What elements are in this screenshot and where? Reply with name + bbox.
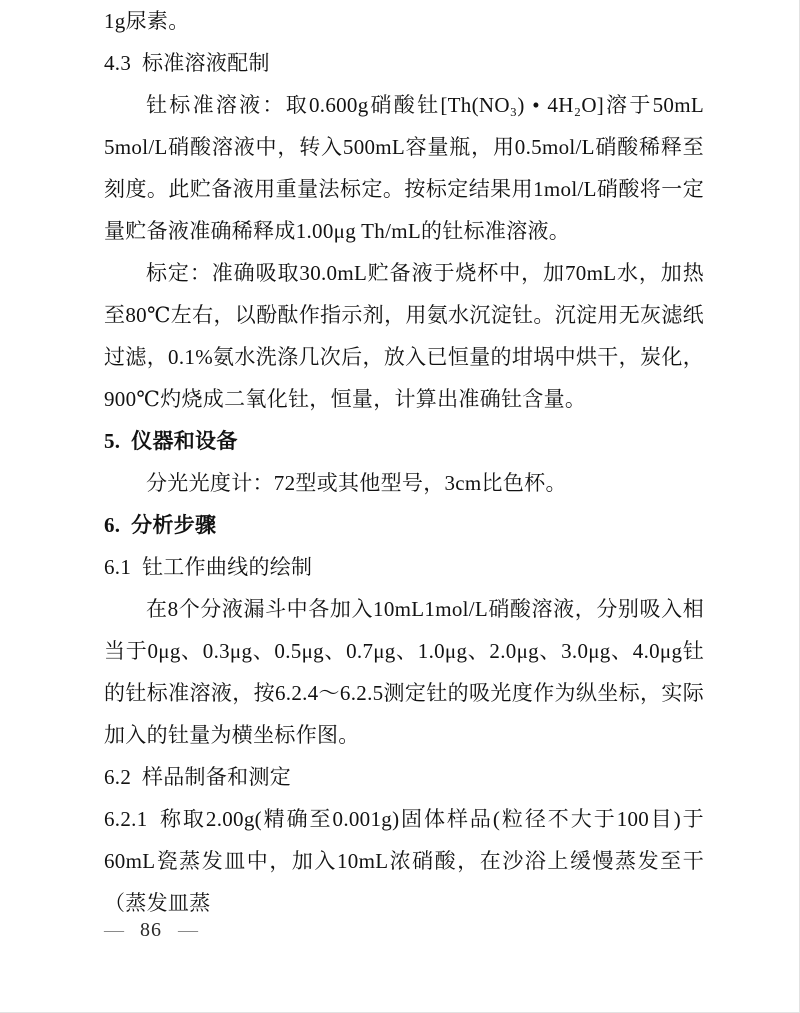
paragraph-continuation-urea: 1g尿素。 (104, 9, 190, 33)
heading-6-2-sample-preparation: 6.2 样品制备和测定 (104, 765, 292, 789)
document-body (104, 0, 704, 924)
page-footer (104, 916, 198, 944)
paragraph-thorium-standard: 钍标准溶液：取0.600g硝酸钍[Th(NO₃) • 4H₂O]溶于50mL 5mol/L硝酸溶液中，转入500mL容量瓶，用0.5mol/L硝酸稀释至刻度。此贮备液用重量法标定。按标定结果用1mol/L硝酸将一定量贮备液准确稀释成1.00μg Th/mL的钍标准溶液。 (104, 93, 704, 243)
footer-dash-left: — (104, 919, 124, 941)
paragraph-calibration: 标定：准确吸取30.0mL贮备液于烧杯中，加70mL水，加热至80℃左右，以酚酞作指示剂，用氨水沉淀钍。沉淀用无灰滤纸过滤，0.1%氨水洗涤几次后，放入已恒量的坩埚中烘干，炭化，900℃灼烧成二氧化钍，恒量，计算出准确钍含量。 (104, 261, 704, 411)
heading-6-analysis-steps: 6. 分析步骤 (104, 513, 217, 537)
paragraph-6-2-1-sample-weighing: 6.2.1 称取2.00g(精确至0.001g)固体样品(粒径不大于100目)于60mL瓷蒸发皿中，加入10mL浓硝酸，在沙浴上缓慢蒸发至干（蒸发皿蒸 (104, 807, 704, 915)
paragraph-working-curve: 在8个分液漏斗中各加入10mL1mol/L硝酸溶液，分别吸入相当于0μg、0.3μg、0.5μg、0.7μg、1.0μg、2.0μg、3.0μg、4.0μg钍的钍标准溶液，按6.2.4～6.2.5测定钍的吸光度作为纵坐标，实际加入的钍量为横坐标作图。 (104, 597, 704, 747)
heading-4-3-standard-solution: 4.3 标准溶液配制 (104, 51, 270, 75)
heading-6-1-working-curve: 6.1 钍工作曲线的绘制 (104, 555, 313, 579)
paragraph-spectrophotometer: 分光光度计：72型或其他型号，3cm比色杯。 (146, 471, 567, 495)
heading-5-instruments: 5. 仪器和设备 (104, 429, 238, 453)
footer-dash-right: — (178, 919, 198, 941)
page-number: 86 (140, 919, 162, 941)
